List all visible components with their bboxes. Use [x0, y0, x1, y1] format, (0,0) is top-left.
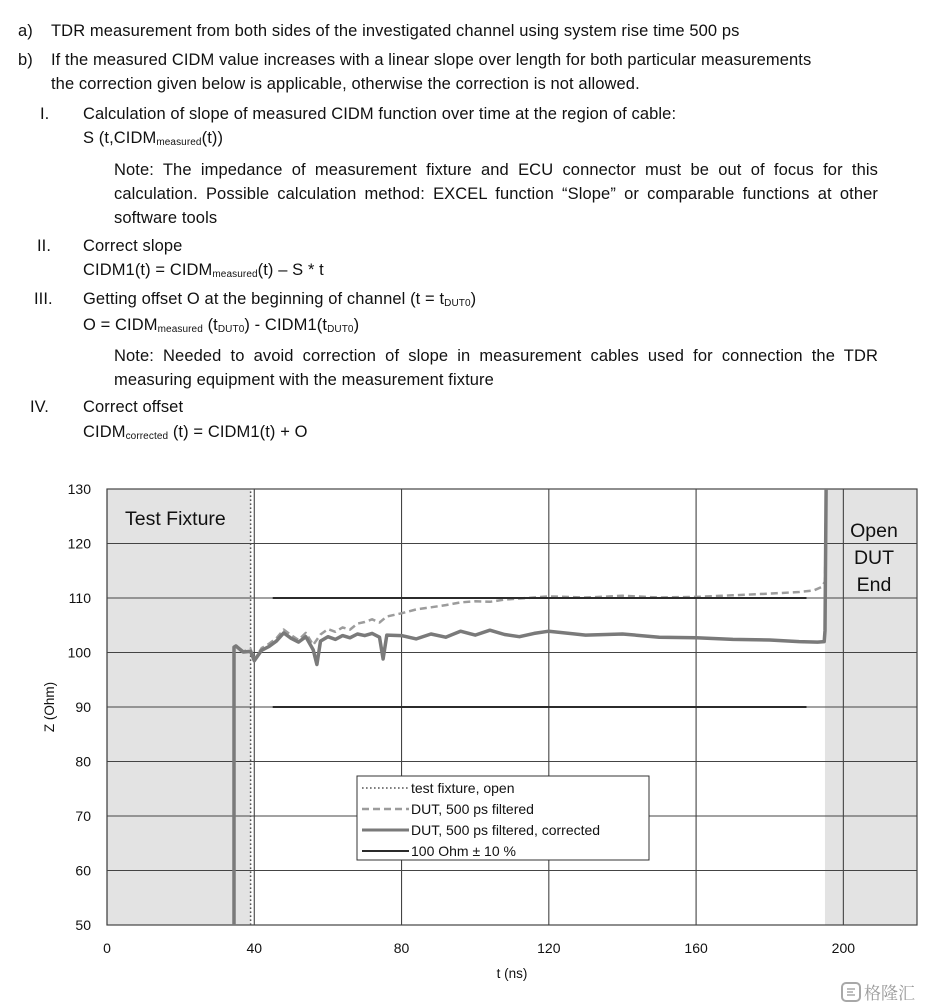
step1-formula: S $(t,CIDM_{measured}(t))$	[83, 129, 224, 148]
region-label-open-dut-end-1: Open	[850, 520, 898, 542]
x-tick-label-0: 0	[103, 940, 111, 956]
y-tick-label-70: 70	[75, 808, 91, 824]
x-tick-label-80: 80	[393, 940, 410, 956]
step2-numeral: II.	[37, 237, 52, 255]
x-tick-label-160: 160	[684, 940, 708, 956]
method-text	[0, 0, 944, 460]
watermark-text: 格隆汇	[864, 984, 915, 1004]
y-tick-label-60: 60	[75, 862, 91, 879]
step1-numeral: I.	[40, 105, 50, 123]
item-a-text: TDR measurement from both sides of the investigated channel using system rise time 500 ps	[51, 22, 740, 40]
step3-note: Note: Needed to avoid correction of slope in measurement cables used for connection the TDR measuring equipment with the measurement fixture	[114, 347, 878, 389]
step3-formula: $O = CIDM_{measured}$ $(t_{DUT0})$ - $CIDM1(t_{DUT0})$	[83, 316, 360, 335]
item-b-text-line2: the correction given below is applicable, otherwise the correction is not allowed.	[51, 75, 640, 93]
step1-note: Note: The impedance of measurement fixture and ECU connector must be out of focus for this calculation. Possible calculation method: EXCEL function “Slope” or comparable functions at other software tools	[114, 161, 878, 227]
region-label-test-fixture: Test Fixture	[125, 508, 226, 530]
step3-numeral: III.	[34, 290, 53, 308]
legend-label-3: DUT, 500 ps filtered, corrected	[411, 822, 601, 838]
step1-title: Calculation of slope of measured CIDM function over time at the region of cable:	[83, 105, 677, 123]
x-tick-label-200: 200	[831, 940, 856, 956]
y-tick-label-130: 130	[67, 481, 91, 497]
item-b-text-line1: If the measured CIDM value increases with a linear slope over length for both particular measurements	[51, 51, 812, 69]
y-tick-label-100: 100	[67, 644, 91, 661]
y-tick-label-80: 80	[75, 753, 91, 770]
y-tick-label-110: 110	[68, 590, 91, 606]
step2-title: Correct slope	[83, 237, 183, 255]
y-tick-label-120: 120	[67, 535, 91, 552]
step3-title: Getting offset O at the beginning of channel $(t = t_{DUT0})$	[83, 290, 477, 309]
step4-numeral: IV.	[30, 398, 49, 416]
step4-formula: $CIDM_{corrected}$ (t) = CIDM1(t) + O	[83, 423, 308, 442]
x-tick-label-40: 40	[246, 940, 263, 956]
y-axis-label: Z (Ohm)	[42, 681, 57, 733]
legend-label-4: 100 Ohm ± 10 %	[411, 843, 516, 859]
step2-formula: CIDM1(t) = $CIDM_{measured}(t)$ – S * t	[83, 261, 324, 280]
item-a-marker: a)	[18, 22, 33, 40]
tdr-impedance-chart	[0, 470, 944, 1000]
x-tick-label-120: 120	[537, 940, 561, 956]
step4-title: Correct offset	[83, 398, 184, 416]
x-axis-label: t (ns)	[496, 966, 528, 981]
region-label-open-dut-end-2: DUT	[853, 547, 895, 569]
legend-label-1: test fixture, open	[411, 780, 515, 796]
y-tick-label-50: 50	[75, 917, 91, 933]
region-label-open-dut-end-3: End	[856, 574, 892, 596]
item-b-marker: b)	[18, 51, 33, 69]
y-tick-label-90: 90	[75, 699, 91, 715]
watermark-logo	[840, 980, 938, 1004]
watermark-logo-icon-mark	[847, 989, 855, 995]
legend-label-2: DUT, 500 ps filtered	[411, 801, 534, 817]
